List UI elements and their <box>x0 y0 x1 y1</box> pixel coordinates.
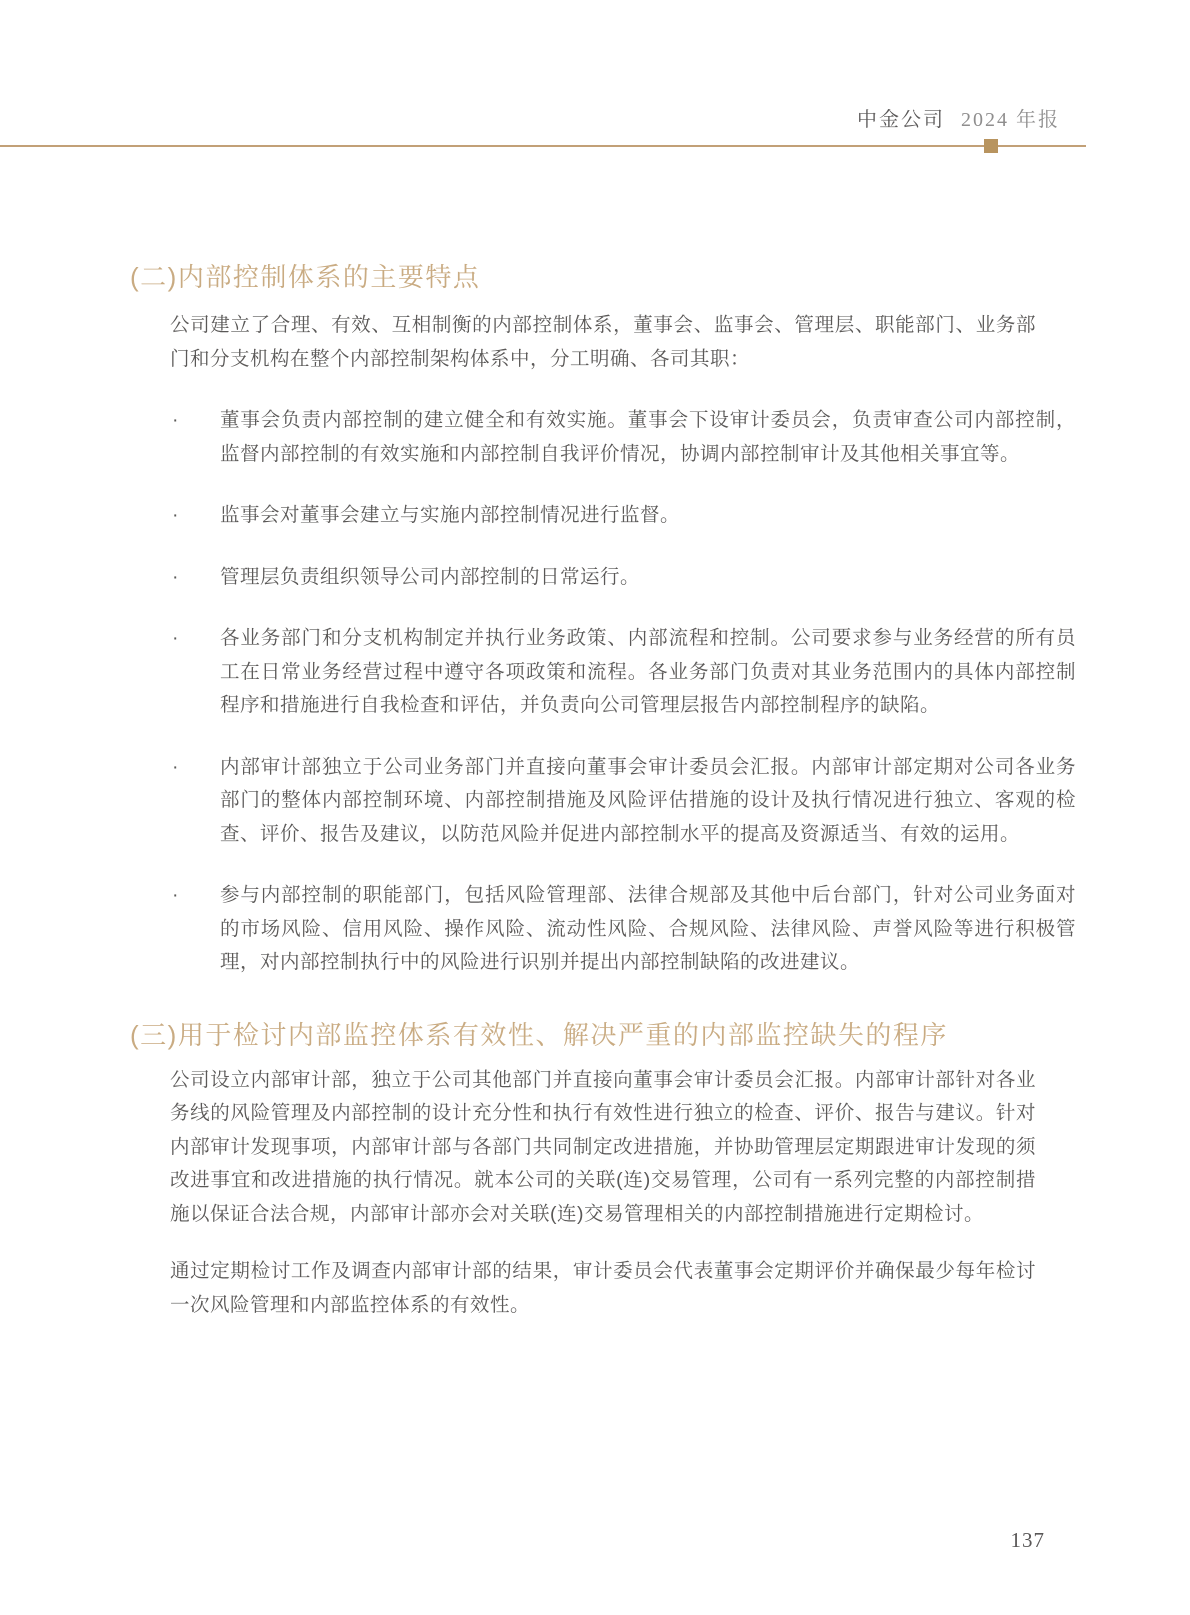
header-rule <box>0 145 1086 147</box>
bullet-dot-icon: · <box>172 755 179 778</box>
bullet-text: 董事会负责内部控制的建立健全和有效实施。董事会下设审计委员会，负责审查公司内部控制，监督内部控制的有效实施和内部控制自我评价情况，协调内部控制审计及其他相关事宜等。 <box>220 409 1076 465</box>
section-2-heading: (二)内部控制体系的主要特点 <box>130 262 481 292</box>
bullet-text: 参与内部控制的职能部门，包括风险管理部、法律合规部及其他中后台部门，针对公司业务面对的市场风险、信用风险、操作风险、流动性风险、合规风险、法律风险、声誉风险等进行积极管理，对内部控制执行中的风险进行识别并提出内部控制缺陷的改进建议。 <box>220 884 1076 973</box>
bullet-item <box>172 751 1076 852</box>
page-number: 137 <box>1010 1528 1045 1552</box>
page-header <box>857 103 1060 132</box>
bullet-item <box>172 622 1076 723</box>
bullet-dot-icon: · <box>172 627 179 649</box>
section-3-heading: (三)用于检讨内部监控体系有效性、解决严重的内部监控缺失的程序 <box>130 1019 948 1050</box>
section-3-paragraph: 通过定期检讨工作及调查内部审计部的结果，审计委员会代表董事会定期评价并确保最少每年检讨一次风险管理和内部监控体系的有效性。 <box>170 1260 1036 1316</box>
header-rule-square-icon <box>984 139 998 153</box>
bullet-dot-icon: · <box>172 504 179 526</box>
bullet-item <box>172 404 1076 471</box>
bullet-item <box>172 879 1076 980</box>
bullet-item <box>172 561 1076 595</box>
bullet-item <box>172 499 1076 533</box>
page-content <box>130 262 1076 1322</box>
bullet-text: 各业务部门和分支机构制定并执行业务政策、内部流程和控制。公司要求参与业务经营的所有员工在日常业务经营过程中遵守各项政策和流程。各业务部门负责对其业务范围内的具体内部控制程序和措施进行自我检查和评估，并负责向公司管理层报告内部控制程序的缺陷。 <box>220 627 1076 716</box>
report-year-label: 2024 年报 <box>961 109 1060 131</box>
bullet-dot-icon: · <box>172 565 179 588</box>
section-2-bullet-list <box>130 404 1076 980</box>
bullet-text: 内部审计部独立于公司业务部门并直接向董事会审计委员会汇报。内部审计部定期对公司各业务部门的整体内部控制环境、内部控制措施及风险评估措施的设计及执行情况进行独立、客观的检查、评价、报告及建议，以防范风险并促进内部控制水平的提高及资源适当、有效的运用。 <box>220 755 1076 845</box>
bullet-text: 管理层负责组织领导公司内部控制的日常运行。 <box>220 565 641 588</box>
company-name: 中金公司 <box>857 109 945 131</box>
section-2-intro-paragraph: 公司建立了合理、有效、互相制衡的内部控制体系，董事会、监事会、管理层、职能部门、业务部门和分支机构在整个内部控制架构体系中，分工明确、各司其职： <box>170 314 1036 370</box>
section-3-paragraph: 公司设立内部审计部，独立于公司其他部门并直接向董事会审计委员会汇报。内部审计部针对各业务线的风险管理及内部控制的设计充分性和执行有效性进行独立的检查、评价、报告与建议。针对内部审计发现事项，内部审计部与各部门共同制定改进措施，并协助管理层定期跟进审计发现的须改进事宜和改进措施的执行情况。就本公司的关联(连)交易管理，公司有一系列完整的内部控制措施以保证合法合规，内部审计部亦会对关联(连)交易管理相关的内部控制措施进行定期检讨。 <box>170 1068 1036 1225</box>
bullet-dot-icon: · <box>172 409 179 431</box>
bullet-text: 监事会对董事会建立与实施内部控制情况进行监督。 <box>220 504 681 526</box>
bullet-dot-icon: · <box>172 884 179 906</box>
